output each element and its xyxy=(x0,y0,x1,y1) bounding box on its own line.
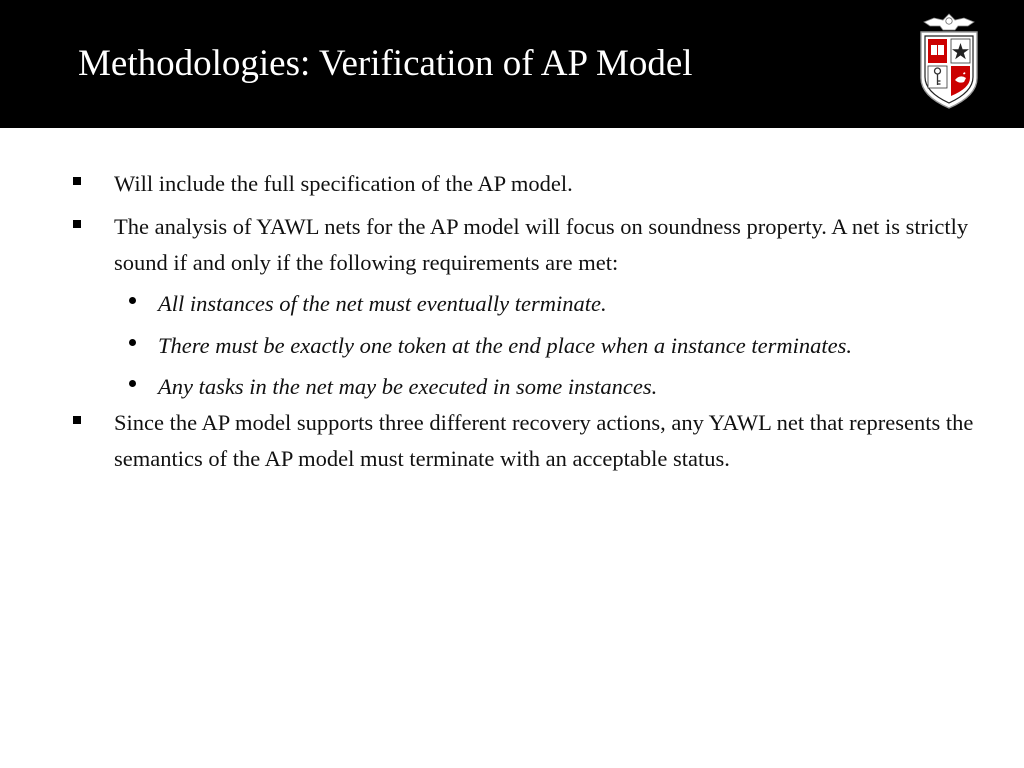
square-bullet-icon xyxy=(73,416,81,424)
sub-bullet-text: All instances of the net must eventually terminate. xyxy=(158,291,607,316)
round-bullet-icon xyxy=(129,380,136,387)
square-bullet-icon xyxy=(73,177,81,185)
bullet-text: Will include the full specification of the AP model. xyxy=(114,171,573,196)
page-title: Methodologies: Verification of AP Model xyxy=(78,43,693,84)
bullet-text: The analysis of YAWL nets for the AP model will focus on soundness property. A net is strictly sound if and only if the following requirements are met: xyxy=(114,214,969,275)
round-bullet-icon xyxy=(129,297,136,304)
sub-bullet-text: Any tasks in the net may be executed in some instances. xyxy=(158,374,658,399)
square-bullet-icon xyxy=(73,220,81,228)
round-bullet-icon xyxy=(129,339,136,346)
bullet-text: Since the AP model supports three different recovery actions, any YAWL net that represents the semantics of the AP model must terminate with an acceptable status. xyxy=(114,410,974,471)
sub-bullet-text: There must be exactly one token at the end place when a instance terminates. xyxy=(158,333,852,358)
